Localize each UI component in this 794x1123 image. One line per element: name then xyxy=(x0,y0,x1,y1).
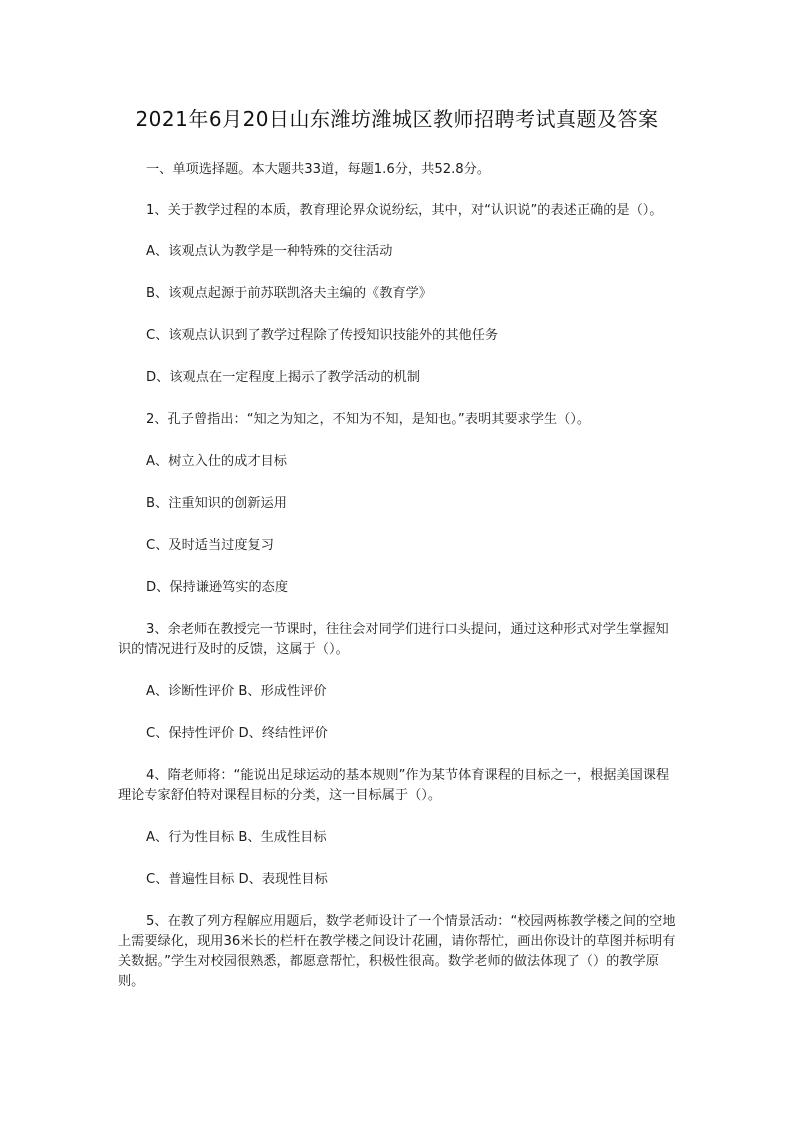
question-2-option-b: B、注重知识的创新运用 xyxy=(146,496,287,511)
document-body xyxy=(118,160,678,992)
question-1-option-b: B、该观点起源于前苏联凯洛夫主编的《教育学》 xyxy=(146,286,432,301)
question-2-option-a: A、树立入仕的成才目标 xyxy=(146,454,287,469)
question-3-options-cd: C、保持性评价 D、终结性评价 xyxy=(146,726,328,741)
question-5-stem: 5、在教了列方程解应用题后，数学老师设计了一个情景活动：“校园两栋教学楼之间的空地上需要绿化，现用36米长的栏杆在教学楼之间设计花圃，请你帮忙，画出你设计的草图并标明有关数据。”学生对校园很熟悉，都愿意帮忙，积极性很高。数学老师的做法体现了（）的教学原则。 xyxy=(118,914,676,989)
section-heading: 一、单项选择题。本大题共33道，每题1.6分，共52.8分。 xyxy=(146,162,491,177)
document-title: 2021年6月20日山东潍坊潍城区教师招聘考试真题及答案 xyxy=(135,107,659,131)
question-2-option-d: D、保持谦逊笃实的态度 xyxy=(146,580,289,595)
question-1-stem: 1、关于教学过程的本质，教育理论界众说纷纭，其中，对“认识说”的表述正确的是（）。 xyxy=(146,203,663,218)
question-1-option-c: C、该观点认识到了教学过程除了传授知识技能外的其他任务 xyxy=(146,328,499,343)
question-2-option-c: C、及时适当过度复习 xyxy=(146,538,274,553)
question-1-option-a: A、该观点认为教学是一种特殊的交往活动 xyxy=(146,244,393,259)
question-3-stem: 3、余老师在教授完一节课时，往往会对同学们进行口头提问，通过这种形式对学生掌握知识的情况进行及时的反馈，这属于（）。 xyxy=(118,622,669,657)
question-4-options-cd: C、普遍性目标 D、表现性目标 xyxy=(146,872,328,887)
question-4-stem: 4、隋老师将：“能说出足球运动的基本规则”作为某节体育课程的目标之一，根据美国课程理论专家舒伯特对课程目标的分类，这一目标属于（）。 xyxy=(118,768,670,803)
question-3-options-ab: A、诊断性评价 B、形成性评价 xyxy=(146,684,327,699)
question-2-stem: 2、孔子曾指出：“知之为知之，不知为不知，是知也。”表明其要求学生（）。 xyxy=(146,412,591,427)
question-1-option-d: D、该观点在一定程度上揭示了教学活动的机制 xyxy=(146,370,420,385)
question-4-options-ab: A、行为性目标 B、生成性目标 xyxy=(146,830,327,845)
